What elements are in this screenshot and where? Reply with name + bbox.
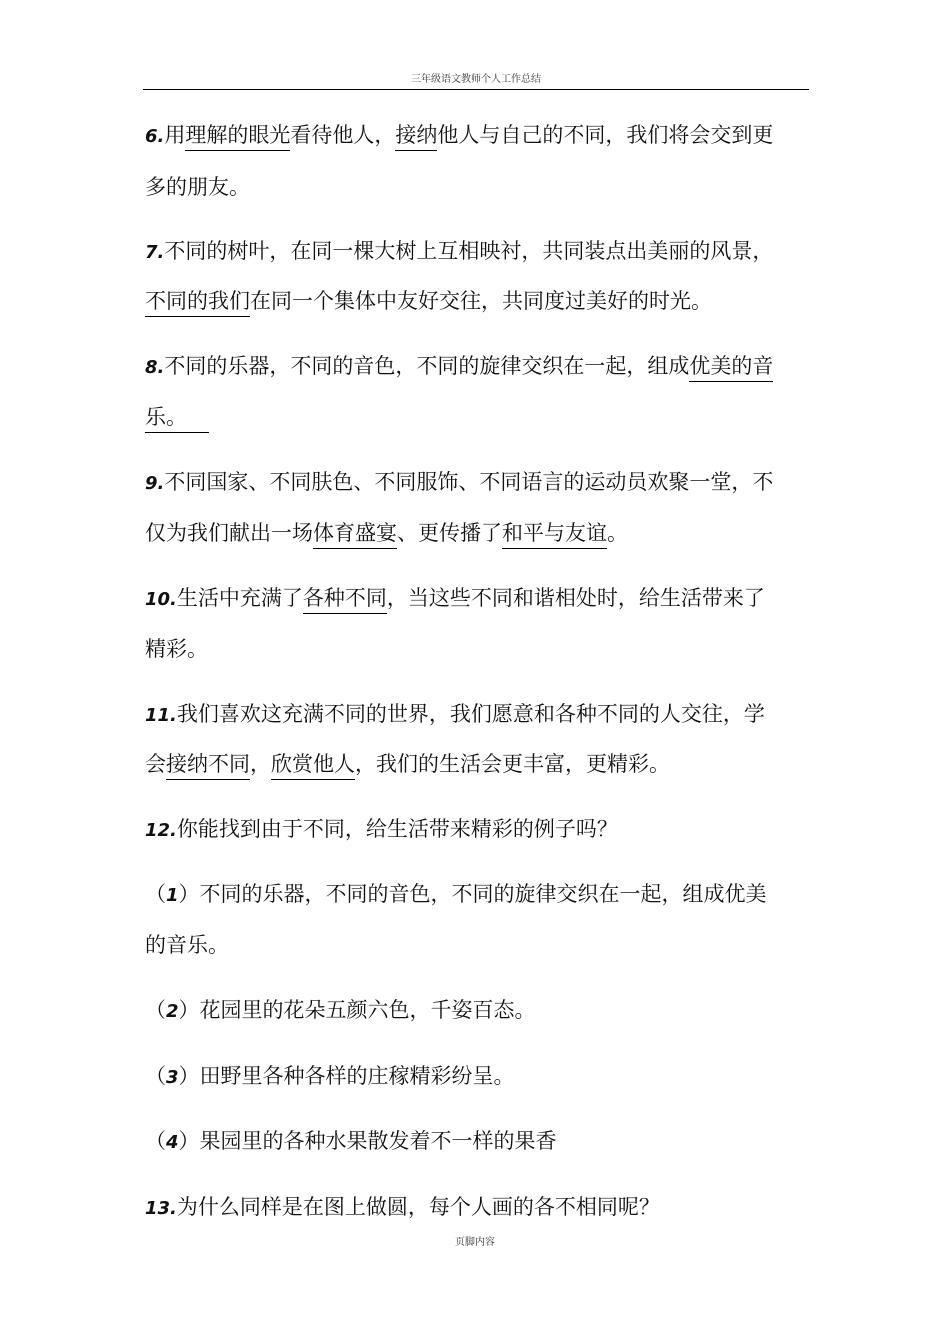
text: 田野里各种各样的庄稼精彩纷呈。: [199, 1064, 515, 1088]
text: 为什么同样是在图上做圆，每个人画的各不相同呢？: [176, 1195, 660, 1219]
paren: ）: [178, 1129, 200, 1153]
paren: （: [145, 998, 166, 1022]
item-number: 11.: [145, 705, 177, 726]
answer-number: 4: [166, 1132, 179, 1153]
item-number: 6.: [145, 126, 165, 147]
item-number: 7.: [145, 242, 165, 263]
header-rule: [143, 89, 809, 90]
underlined-answer: 理解的眼光: [185, 123, 290, 151]
item-13-line-1: [145, 1192, 815, 1224]
underlined-answer: 体育盛宴: [313, 521, 397, 549]
item-10-line-1: [145, 583, 815, 615]
underlined-answer: 欣赏他人: [271, 752, 355, 780]
text: 在同一个集体中友好交往，共同度过美好的时光。: [250, 289, 712, 313]
answer-number: 2: [166, 1001, 179, 1022]
text: 不同的乐器，不同的音色，不同的旋律交织在一起，组成优美: [199, 882, 767, 906]
text: 。: [607, 521, 628, 545]
answer-1-line-1: [145, 879, 815, 911]
underlined-answer: 不同的我们: [145, 289, 250, 317]
text: 你能找到由于不同，给生活带来精彩的例子吗？: [176, 817, 618, 841]
paren: （: [145, 882, 166, 906]
text: 仅为我们献出一场: [145, 521, 313, 545]
item-6-line-1: [145, 120, 815, 152]
answer-3: [145, 1061, 815, 1093]
text: 会: [145, 752, 166, 776]
underlined-answer: 接纳不同: [166, 752, 250, 780]
text: 用: [164, 123, 186, 147]
item-number: 12.: [145, 820, 177, 841]
answer-number: 3: [166, 1067, 179, 1088]
underlined-answer: 和平与友谊: [502, 521, 607, 549]
item-12-line-1: [145, 814, 815, 846]
paren: ）: [178, 882, 200, 906]
underlined-answer: 接纳: [395, 123, 437, 151]
text: ，我们的生活会更丰富，更精彩。: [355, 752, 670, 776]
answer-2: [145, 995, 815, 1027]
paren: ）: [178, 1064, 200, 1088]
text: 不同的树叶，在同一棵大树上互相映衬，共同装点出美丽的风景，: [164, 239, 774, 263]
item-9-line-2: [145, 518, 815, 548]
text: 不同国家、不同肤色、不同服饰、不同语言的运动员欢聚一堂，不: [164, 470, 774, 494]
item-number: 8.: [145, 357, 165, 378]
text: 我们喜欢这充满不同的世界，我们愿意和各种不同的人交往，学: [176, 702, 765, 726]
underlined-answer: 乐。: [145, 405, 209, 433]
item-6-line-2: 多的朋友。: [145, 175, 250, 199]
item-9-line-1: [145, 467, 815, 499]
text: ，当这些不同和谐相处时，给生活带来了: [386, 586, 765, 610]
text: 果园里的各种水果散发着不一样的果香: [199, 1129, 557, 1153]
item-11-line-2: [145, 749, 815, 779]
paren: （: [145, 1129, 166, 1153]
page-footer: 页脚内容: [455, 1237, 495, 1248]
item-number: 9.: [145, 473, 165, 494]
text: 他人与自己的不同，我们将会交到更: [437, 123, 774, 147]
underlined-answer: 优美的音: [689, 354, 773, 382]
text: 看待他人，: [290, 123, 396, 147]
answer-number: 1: [166, 885, 179, 906]
item-7-line-2: [145, 286, 815, 316]
text: 、更传播了: [397, 521, 502, 545]
item-8-line-2: [145, 402, 815, 432]
item-10-line-2: 精彩。: [145, 637, 208, 661]
item-number: 13.: [145, 1198, 177, 1219]
text: 不同的乐器，不同的音色，不同的旋律交织在一起，组成: [164, 354, 690, 378]
answer-1-line-2: 的音乐。: [145, 933, 229, 957]
item-11-line-1: [145, 699, 815, 731]
item-number: 10.: [145, 589, 177, 610]
item-8-line-1: [145, 351, 815, 383]
paren: （: [145, 1064, 166, 1088]
text: 花园里的花朵五颜六色，千姿百态。: [199, 998, 536, 1022]
paren: ）: [178, 998, 200, 1022]
text: 生活中充满了: [176, 586, 303, 610]
answer-4: [145, 1126, 815, 1158]
text: ，: [250, 752, 271, 776]
underlined-answer: 各种不同: [303, 586, 387, 614]
page-header: 三年级语文教师个人工作总结: [411, 74, 541, 85]
item-7-line-1: [145, 236, 815, 268]
